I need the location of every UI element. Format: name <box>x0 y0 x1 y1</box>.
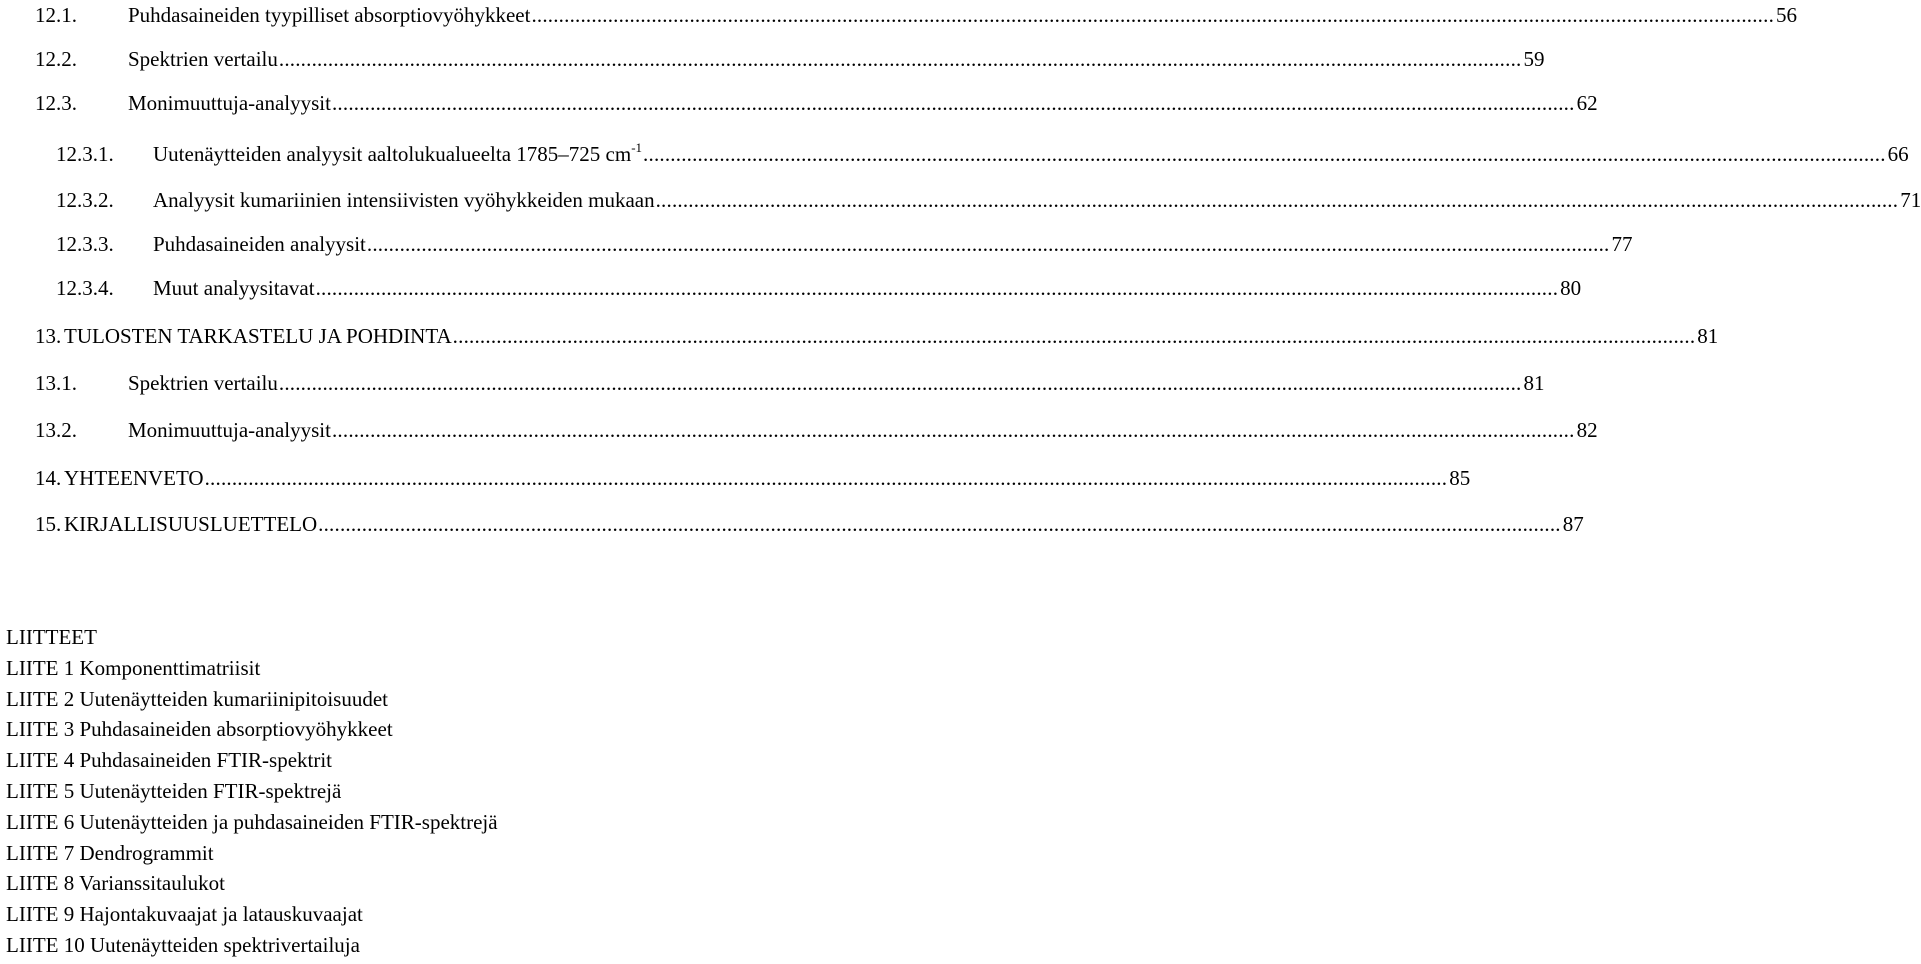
toc-number: 12.3.3. <box>56 232 114 256</box>
toc-leader <box>531 1 1774 29</box>
toc-leader <box>279 45 1522 73</box>
toc-entry[interactable] <box>0 230 1633 270</box>
appendix-item[interactable]: LIITE 2 Uutenäytteiden kumariinipitoisuudet <box>6 686 388 711</box>
toc-number: 13.2. <box>35 418 77 442</box>
toc-title: Uutenäytteiden analyysit aaltolukualueelta 1785–725 $cm^{-1}$ <box>153 140 643 166</box>
toc-leader <box>318 510 1561 538</box>
toc-number: 13. <box>35 324 62 348</box>
appendix-item[interactable]: LIITE 8 Varianssitaulukot <box>6 871 225 896</box>
toc-page-number: 85 <box>1449 466 1471 490</box>
toc-page-number: 66 <box>1887 142 1909 166</box>
toc-page-number: 82 <box>1576 418 1598 442</box>
appendix-item[interactable]: LIITE 5 Uutenäytteiden FTIR-spektrejä <box>6 778 342 803</box>
toc-entry[interactable] <box>0 186 1921 226</box>
appendix-item[interactable]: LIITE 3 Puhdasaineiden absorptiovyöhykkeet <box>6 717 393 742</box>
toc-entry[interactable] <box>0 416 1598 456</box>
toc-title: KIRJALLISUUSLUETTELO <box>64 512 318 536</box>
toc-page-number: 59 <box>1523 47 1545 71</box>
toc-entry[interactable] <box>0 140 1909 180</box>
toc-leader <box>316 274 1559 302</box>
toc-page-number: 71 <box>1900 188 1921 212</box>
toc-page-number: 87 <box>1562 512 1584 536</box>
toc-title: TULOSTEN TARKASTELU JA POHDINTA <box>64 324 452 348</box>
toc-number: 15. <box>35 512 62 536</box>
toc-title: Puhdasaineiden tyypilliset absorptiovyöhykkeet <box>128 3 531 27</box>
toc-superscript: -1 <box>631 140 643 155</box>
toc-entry[interactable] <box>0 1 1798 41</box>
appendix-heading: LIITTEET <box>6 625 97 649</box>
appendix-item[interactable]: LIITE 6 Uutenäytteiden ja puhdasaineiden FTIR-spektrejä <box>6 809 498 834</box>
toc-number: 13.1. <box>35 371 77 395</box>
toc-entry[interactable] <box>0 89 1598 129</box>
toc-page-number: 56 <box>1776 3 1798 27</box>
toc-entry[interactable] <box>0 369 1545 409</box>
toc-page-number: 81 <box>1697 324 1719 348</box>
appendix-item[interactable]: LIITE 4 Puhdasaineiden FTIR-spektrit <box>6 748 333 773</box>
toc-entry[interactable] <box>0 322 1719 362</box>
toc-page-number: 77 <box>1611 232 1633 256</box>
appendix-item[interactable]: LIITE 9 Hajontakuvaajat ja latauskuvaajat <box>6 902 363 927</box>
toc-entry[interactable] <box>0 464 1471 504</box>
appendix-item[interactable]: LIITE 10 Uutenäytteiden spektrivertailuja <box>6 932 360 957</box>
toc-page-number: 81 <box>1523 371 1545 395</box>
toc-number: 12.1. <box>35 3 77 27</box>
toc-title: Analyysit kumariinien intensiivisten vyöhykkeiden mukaan <box>153 188 655 212</box>
toc-page-number: 80 <box>1560 276 1582 300</box>
toc-number: 12.3.4. <box>56 276 114 300</box>
toc-number: 12.3.2. <box>56 188 114 212</box>
appendix-list <box>6 622 498 961</box>
toc-title: Puhdasaineiden analyysit <box>153 232 366 256</box>
toc-entry[interactable] <box>0 510 1584 550</box>
toc-title: YHTEENVETO <box>64 466 204 490</box>
toc-page-number: 62 <box>1576 91 1598 115</box>
toc-number: 12.3.1. <box>56 142 114 166</box>
toc-title: Monimuuttuja-analyysit <box>128 418 331 442</box>
appendix-item[interactable]: LIITE 7 Dendrogrammit <box>6 840 214 865</box>
appendix-item[interactable]: LIITE 1 Komponenttimatriisit <box>6 655 261 680</box>
toc-leader <box>643 140 1886 168</box>
toc-entry[interactable] <box>0 274 1582 314</box>
toc-title: Muut analyysitavat <box>153 276 315 300</box>
toc-leader <box>656 186 1899 214</box>
toc-leader <box>332 416 1575 444</box>
toc-number: 12.3. <box>35 91 77 115</box>
toc-leader <box>205 464 1448 492</box>
toc-title: Spektrien vertailu <box>128 371 278 395</box>
toc-entry[interactable] <box>0 45 1545 85</box>
toc-leader <box>453 322 1696 350</box>
toc-leader <box>279 369 1522 397</box>
toc-title: Monimuuttuja-analyysit <box>128 91 331 115</box>
toc-leader <box>367 230 1610 258</box>
toc-number: 14. <box>35 466 62 490</box>
toc-title: Spektrien vertailu <box>128 47 278 71</box>
toc-leader <box>332 89 1575 117</box>
toc-number: 12.2. <box>35 47 77 71</box>
